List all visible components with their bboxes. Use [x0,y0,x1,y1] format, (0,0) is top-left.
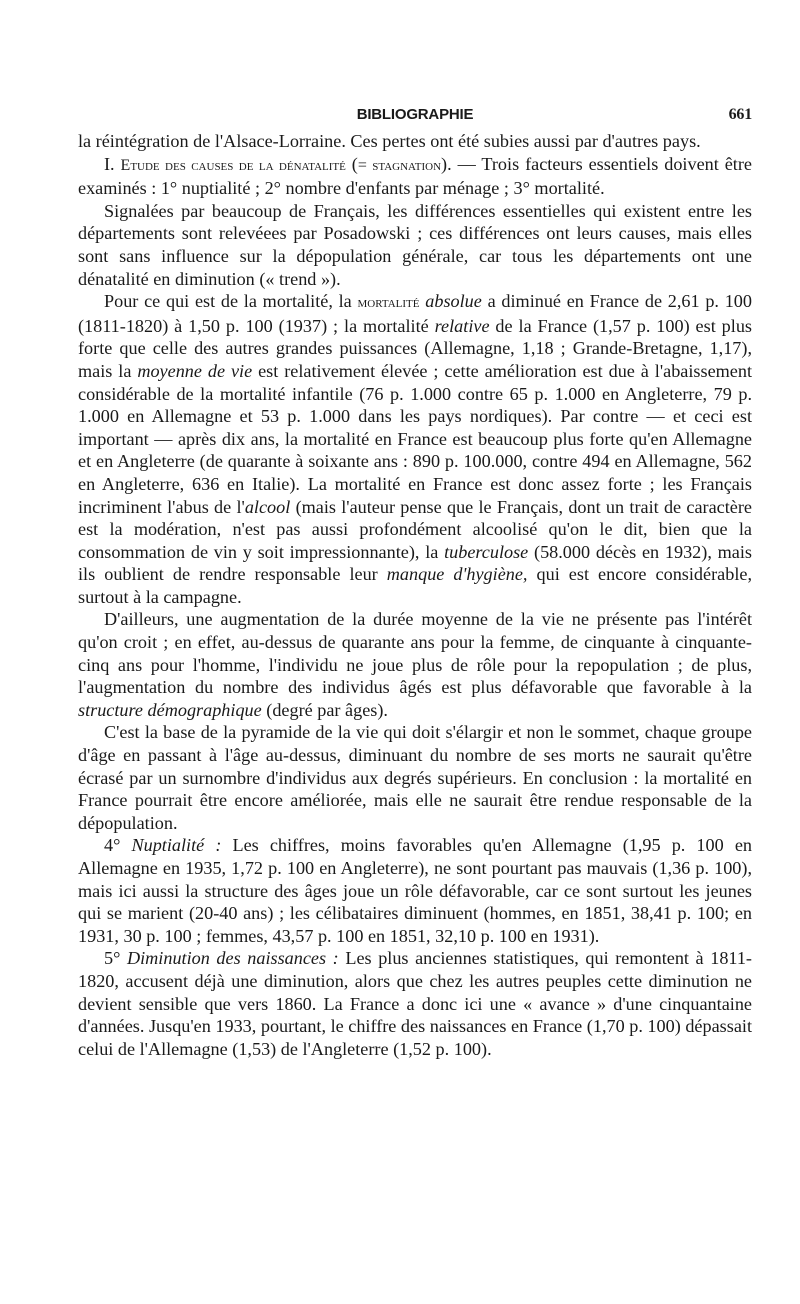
italic-text: alcool [244,496,291,517]
text-run: (degré par âges). [261,699,388,720]
italic-text: Nuptialité : [131,835,222,856]
small-caps-text: = stagnation [357,156,442,174]
text-run: D'ailleurs, une augmentation de la durée moyenne de la vie ne présente pas l'intérêt qu'on croit ; en effet, au-dessus de quarante ans pour la femme, de cinquante à cinquante-cinq ans pour l'homme, l'individu ne joue plus de rôle pour la repopulation ; de plus, l'augmentation du nombre des individus âgés est plus défavorable que favorable à la [78,609,752,698]
paragraph [78,608,752,721]
text-run: Les plus anciennes statistiques, qui remontent à 1811-1820, accusent déjà une diminution, alors que chez les autres peuples cette diminution ne devient sensible que vers 1860. La France a donc ici une « avance » d'une cinquantaine d'années. Jusqu'en 1933, pourtant, le chiffre des naissances en France (1,70 p. 100) dépassait celui de l'Allemagne (1,53) de l'Angleterre (1,52 p. 100). [78,948,752,1059]
header-title: BIBLIOGRAPHIE [356,106,474,123]
text-run: Pour ce qui est de la mortalité, la [104,291,358,312]
italic-text: relative [434,315,490,336]
text-run: de la France (1,57 p. 100) est plus forte que celle des autres grandes puissances (Allemagne, 1,18 ; Grande-Bretagne, 1,17), mais la [78,315,752,381]
paragraph [78,834,752,947]
text-run: ( [345,153,358,174]
page-number: 661 [728,106,752,123]
text-run: (58.000 décès en 1932), mais ils oublient de rendre responsable leur [78,541,752,585]
italic-text: structure démographique [78,699,262,720]
text-run: qui est encore considérable, surtout à la campagne. [78,564,752,607]
running-header [78,100,752,130]
text-run: C'est la base de la pyramide de la vie qui doit s'élargir et non le sommet, chaque groupe d'âge en passant à l'âge au-dessus, diminuant du nombre de ses morts ne saurait qu'être écrasé par un surnombre d'individus aux degrés supérieurs. En conclusion : la mortalité en France pourrait être encore améliorée, mais elle ne saurait être rendue responsable de la dépopulation. [78,722,752,833]
paragraph [78,200,752,290]
text-run: 5° [104,948,127,969]
document-page [78,100,752,1060]
text-run: I. [104,153,121,174]
body-text [78,130,752,1060]
italic-text: tuberculose [444,541,529,562]
text-run: la réintégration de l'Alsace-Lorraine. Ces pertes ont été subies aussi par d'autres pays. [78,131,701,151]
small-caps-text: mortalité [357,294,420,312]
text-run: ). — Trois facteurs essentiels doivent être examinés : 1° nuptialité ; 2° nombre d'enfants par ménage ; 3° mortalité. [78,153,752,199]
text-run: a diminué en France de 2,61 p. 100 (1811-1820) à 1,50 p. 100 (1937) ; la mortalité [78,291,752,336]
italic-text: Diminution des naissances : [126,948,339,969]
small-caps-text: Etude des causes de la dénatalité [120,156,346,174]
paragraph [78,290,752,608]
text-run: Les chiffres, moins favorables qu'en Allemagne (1,95 p. 100 en Allemagne en 1935, 1,72 p. 100 en Angleterre), ne sont pourtant pas mauvais (1,36 p. 100), mais ici aussi la structure des âges joue un rôle défavorable, car ce sont surtout les jeunes qui se marient (20-40 ans) ; les célibataires diminuent (hommes, en 1851, 38,41 p. 100; en 1931, 30 p. 100 ; femmes, 43,57 p. 100 en 1851, 32,10 p. 100 en 1931). [78,835,752,946]
italic-text: manque d'hygiène, [386,564,528,585]
paragraph [78,721,752,834]
text-run: est relativement élevée ; cette amélioration est due à l'abaissement considérable de la mortalité infantile (76 p. 1.000 contre 65 p. 1.000 en Angleterre, 79 p. 1.000 en Allemagne et 53 p. 1.000 dans les pays nordiques). Par contre — et ceci est important — après dix ans, la mortalité en France est beaucoup plus forte qu'en Allemagne et en Angleterre (de quarante à soixante ans : 890 p. 100.000, contre 494 en Allemagne, 562 en Angleterre, 636 en Italie). La mortalité en France est donc assez forte ; les Français incriminent l'abus de l' [78,360,753,517]
paragraph [78,153,752,200]
paragraph [78,130,752,153]
italic-text: moyenne de vie [137,360,253,381]
text-run: (mais l'auteur pense que le Français, dont un trait de caractère est la modération, n'est pas aussi profondément alcoolisé qu'on le dit, bien que la consommation de vin y soit impressionnante), la [78,496,752,562]
paragraph [78,947,752,1060]
text-run: Signalées par beaucoup de Français, les différences essentielles qui existent entre les départements sont relevéees par Posadowski ; ces différences ont leurs causes, mais elles sont sans influence sur la dépopulation générale, car tous les départements ont une dénatalité en diminution (« trend »). [78,200,752,289]
italic-text: absolue [425,291,482,312]
text-run: 4° [104,835,132,856]
